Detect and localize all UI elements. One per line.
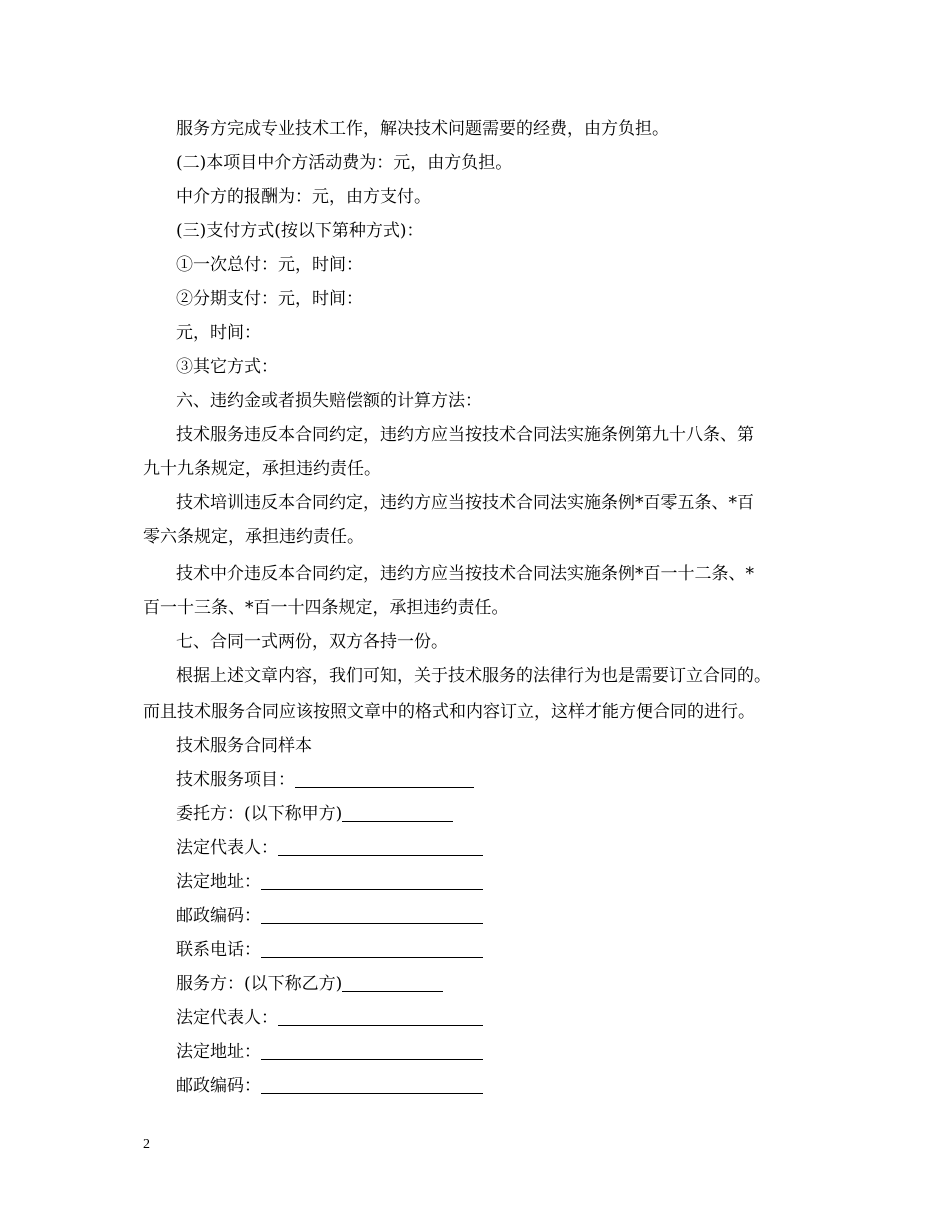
field-label: 服务方：(以下称乙方) [176,974,343,994]
blank-line [261,941,483,958]
section-heading: 六、违约金或者损失赔偿额的计算方法： [176,391,482,411]
paragraph: 中介方的报酬为：元，由方支付。 [176,187,431,207]
form-field-client [176,803,453,825]
blank-line [261,1077,483,1094]
paragraph: 技术中介违反本合同约定，违约方应当按技术合同法实施条例*百一十二条、* [176,564,754,584]
blank-line [261,907,483,924]
field-label: 法定地址： [176,872,261,892]
paragraph-continuation: 百一十三条、*百一十四条规定，承担违约责任。 [143,598,509,618]
paragraph: ③其它方式： [176,357,278,377]
field-label: 法定代表人： [176,838,278,858]
paragraph: ①一次总付：元，时间： [176,255,363,275]
paragraph: 根据上述文章内容，我们可知，关于技术服务的法律行为也是需要订立合同的。 [176,666,771,686]
page-number: 2 [143,1137,150,1152]
paragraph-continuation: 零六条规定，承担违约责任。 [143,527,364,547]
sample-title: 技术服务合同样本 [176,736,312,756]
blank-line [278,1009,483,1026]
form-field-legal-rep-b [176,1007,483,1029]
form-field-legal-rep-a [176,837,483,859]
paragraph: (三)支付方式(按以下第种方式)： [176,221,424,241]
paragraph: 技术培训违反本合同约定，违约方应当按技术合同法实施条例*百零五条、*百 [176,493,754,513]
form-field-postal-code-a [176,905,483,927]
form-field-phone-a [176,939,483,961]
field-label: 联系电话： [176,940,261,960]
section-heading: 七、合同一式两份，双方各持一份。 [176,632,448,652]
field-label: 技术服务项目： [176,770,295,790]
blank-line [295,771,474,788]
paragraph: ②分期支付：元，时间： [176,289,363,309]
form-field-service-project [176,769,474,791]
paragraph: (二)本项目中介方活动费为：元，由方负担。 [176,153,513,173]
field-label: 委托方：(以下称甲方) [176,804,343,824]
paragraph-continuation: 而且技术服务合同应该按照文章中的格式和内容订立，这样才能方便合同的进行。 [143,702,755,722]
paragraph: 技术服务违反本合同约定，违约方应当按技术合同法实施条例第九十八条、第 [176,425,754,445]
form-field-address-b [176,1041,483,1063]
form-field-address-a [176,871,483,893]
field-label: 法定代表人： [176,1008,278,1028]
blank-line [261,873,483,890]
paragraph: 元，时间： [176,323,261,343]
blank-line [342,975,443,992]
paragraph-continuation: 九十九条规定，承担违约责任。 [143,459,381,479]
paragraph: 服务方完成专业技术工作，解决技术问题需要的经费，由方负担。 [176,119,669,139]
blank-line [261,1043,483,1060]
field-label: 法定地址： [176,1042,261,1062]
field-label: 邮政编码： [176,906,261,926]
form-field-service-provider [176,973,443,995]
field-label: 邮政编码： [176,1076,261,1096]
blank-line [278,839,483,856]
blank-line [342,805,453,822]
form-field-postal-code-b [176,1075,483,1097]
